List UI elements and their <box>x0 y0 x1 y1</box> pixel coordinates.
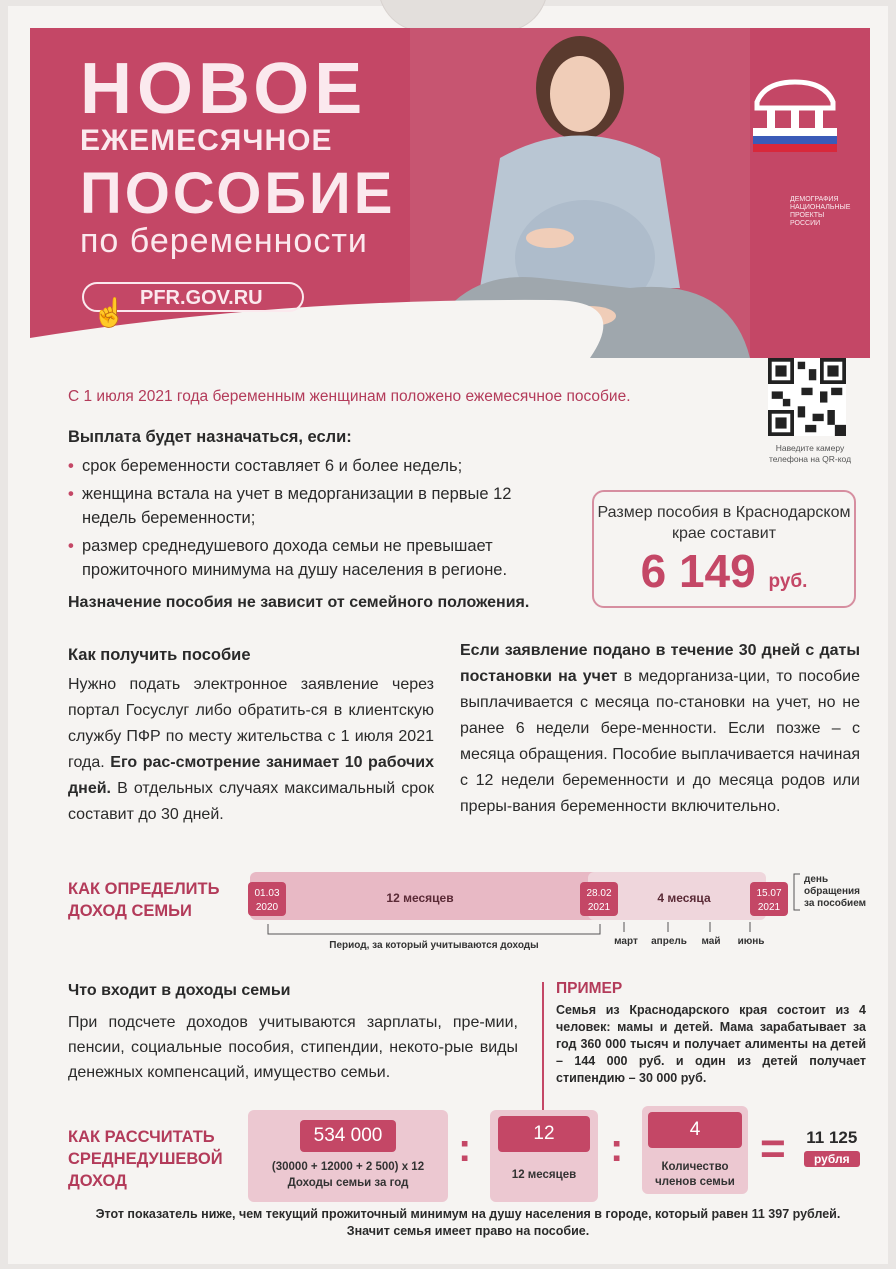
list-item: • срок беременности составляет 6 и более недель; <box>68 454 568 478</box>
timeline-end-note: день <box>804 874 829 885</box>
timeline-month: май <box>701 936 721 947</box>
timeline-month: июнь <box>737 936 765 947</box>
title-line-1: НОВОЕ <box>80 49 368 129</box>
divide-sign: : <box>458 1126 472 1170</box>
title-line-2: ЕЖЕМЕСЯЧНОЕ <box>80 124 333 157</box>
national-projects-logo: ДЕМОГРАФИЯ НАЦИОНАЛЬНЫЕ ПРОЕКТЫ РОССИИ <box>790 196 851 227</box>
list-item: • женщина встала на учет в медорганизации в первые 12 недель беременности; <box>68 482 568 530</box>
lead-text: С 1 июля 2021 года беременным женщинам положено ежемесячное пособие. <box>68 388 631 405</box>
timeline-period-4: 4 месяца <box>657 891 711 905</box>
calc-result-value: 11 125 <box>806 1128 858 1147</box>
calc-months-value: 12 <box>498 1116 590 1152</box>
divide-sign: : <box>610 1126 624 1170</box>
pfr-logo-icon <box>745 78 845 158</box>
marital-status-note: Назначение пособия не зависит от семейного положения. <box>68 594 530 611</box>
qr-code[interactable] <box>768 358 846 436</box>
how-to-apply-heading: Как получить пособие <box>68 646 251 664</box>
website-link[interactable]: PFR.GOV.RU <box>82 282 304 312</box>
benefit-amount-label: Размер пособия в Краснодарском крае составит <box>597 504 851 542</box>
timeline-end-day: 15.07 <box>756 888 782 899</box>
footer-conclusion: Этот показатель ниже, чем текущий прожиточный минимум на душу населения в городе, который равен 11 397 рублей. Значит семья имеет право на пособие. <box>95 1207 841 1238</box>
timeline-end-bracket <box>794 874 800 910</box>
benefit-amount-value: 6 149 <box>640 545 756 597</box>
calc-result-unit: рубля <box>804 1151 860 1167</box>
calc-box-months <box>490 1110 598 1202</box>
how-to-apply-bold: Его рас-смотрение занимает 10 рабочих дней. <box>68 754 434 797</box>
calc-box-members <box>642 1106 748 1194</box>
title-line-4: по беременности <box>80 222 368 260</box>
calc-members-value: 4 <box>648 1112 742 1148</box>
payment-timing-text: в медорганиза-ции, то пособие выплачивается с месяца по-становки на учет, но не ранее 6 недели бере-менности. Если позже – с месяца обращения. Пособие выплачивается начиная с 12 недели беременности и до месяца родов или преры-вания беременности включительно. <box>460 668 861 815</box>
timeline-title: КАК ОПРЕДЕЛИТЬ ДОХОД СЕМЬИ <box>68 880 220 920</box>
example-text: Семья из Краснодарского края состоит из 4 человек: мамы и детей. Мама зарабатывает за год 360 000 тысяч и получает алименты на детей – 144 000 руб. и один из детей получает стипендию – 30 000 руб. <box>556 1003 866 1085</box>
calc-members-label: Количество членов семьи <box>655 1161 735 1188</box>
example-heading: ПРИМЕР <box>556 980 623 997</box>
hero-banner <box>30 28 870 358</box>
conditions-list <box>68 454 568 586</box>
how-to-apply-section <box>68 642 434 828</box>
calc-income-label: Доходы семьи за год <box>287 1177 409 1189</box>
poster <box>8 6 888 1264</box>
income-text: При подсчете доходов учитываются зарплаты, пре-мии, пенсии, социальные пособия, стипендии, некото-рые виды денежных компенсаций, имущество семьи. <box>68 1014 518 1081</box>
conditions-heading: Выплата будет назначаться, если: <box>68 428 352 446</box>
timeline-mid-day: 28.02 <box>586 888 612 899</box>
pointer-hand-icon: ☝ <box>92 297 127 328</box>
timeline-mid-year: 2021 <box>587 902 611 913</box>
timeline-end-year: 2021 <box>757 902 781 913</box>
how-to-apply-text-2: В отдельных случаях максимальный срок составит до 30 дней. <box>68 780 434 823</box>
payment-timing-bold: Если заявление подано в течение 30 дней с даты постановки на учет <box>460 642 860 685</box>
calc-months-label: 12 месяцев <box>511 1169 577 1181</box>
timeline-month: апрель <box>651 936 687 947</box>
title-line-3: ПОСОБИЕ <box>80 161 396 226</box>
timeline-start-day: 01.03 <box>254 888 280 899</box>
timeline-start-year: 2020 <box>255 902 279 913</box>
timeline-period-12: 12 месяцев <box>386 891 454 905</box>
calc-result <box>804 1128 860 1167</box>
timeline-end-note: за пособием <box>804 898 867 909</box>
payment-timing-section <box>460 638 860 820</box>
timeline-period-caption: Период, за который учитываются доходы <box>329 940 539 951</box>
timeline-period-bracket <box>268 924 600 934</box>
income-heading: Что входит в доходы семьи <box>68 982 291 999</box>
how-to-apply-text: Нужно подать электронное заявление через портал Госуслуг либо обратить-ся в клиентскую службу ПФР по месту жительства с 1 июля 2021 года. <box>68 676 434 771</box>
calc-income-formula: (30000 + 12000 + 2 500) x 12 <box>271 1161 425 1173</box>
example-divider <box>542 982 544 1110</box>
income-period-timeline <box>248 866 888 958</box>
list-item: • размер среднедушевого дохода семьи не превышает прожиточного минимума на душу населения в регионе. <box>68 534 568 582</box>
timeline-month: март <box>614 936 638 947</box>
benefit-amount <box>594 544 854 598</box>
calc-title: КАК РАССЧИТАТЬ СРЕДНЕДУШЕВОЙ ДОХОД <box>68 1128 223 1190</box>
benefit-amount-box <box>592 490 856 608</box>
calc-box-income <box>248 1110 448 1202</box>
timeline-end-note: обращения <box>804 886 860 897</box>
qr-caption: Наведите камеру телефона на QR-код <box>768 443 852 464</box>
benefit-amount-unit: руб. <box>768 571 808 592</box>
equals-sign: = <box>760 1124 786 1173</box>
calc-income-value: 534 000 <box>300 1120 396 1152</box>
